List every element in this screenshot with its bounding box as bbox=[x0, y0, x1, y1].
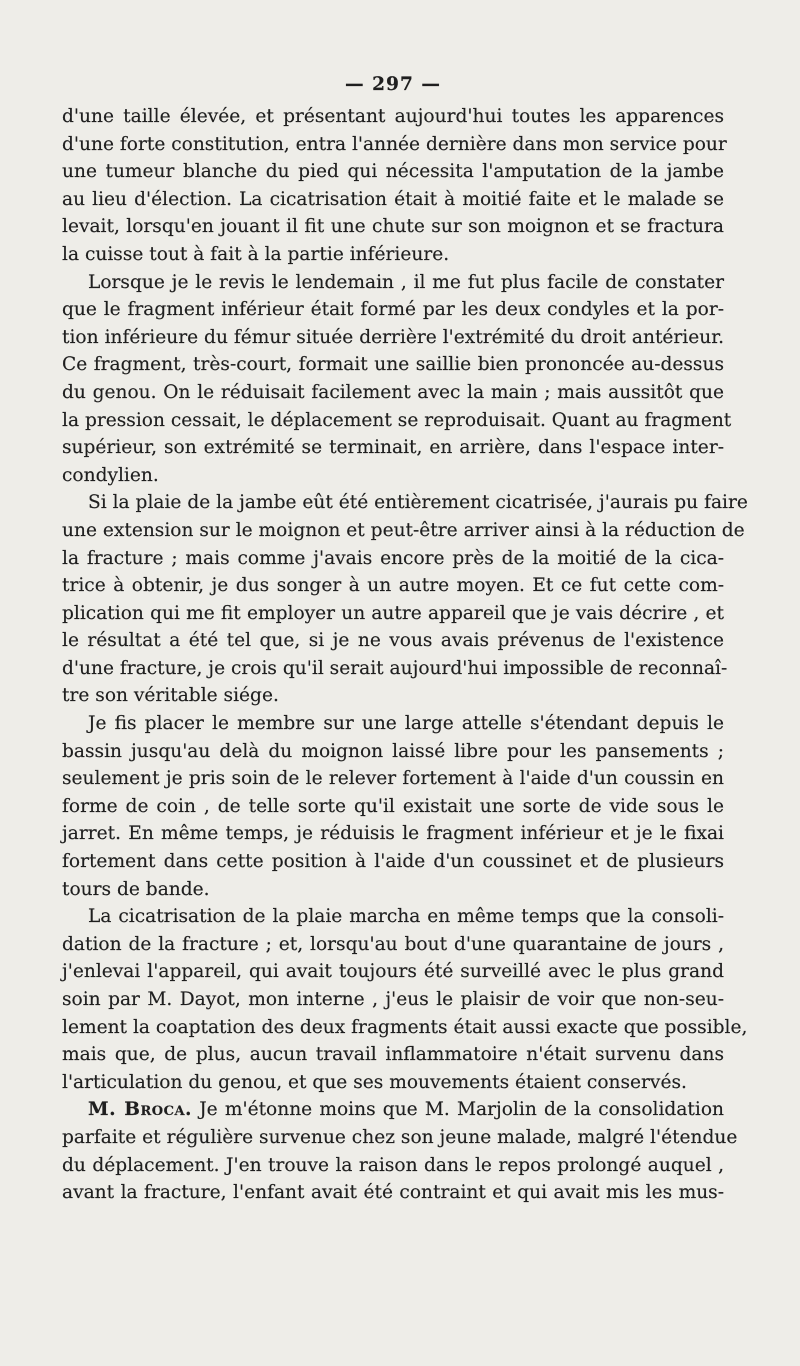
speaker-text: Je m'étonne moins que M. Marjolin de la consolidation bbox=[199, 1099, 724, 1121]
text-line: tours de bande. bbox=[62, 878, 210, 900]
text-line: tre son véritable siége. bbox=[62, 685, 279, 707]
text-line: tion inférieure du fémur située derrière l'extrémité du droit antérieur. bbox=[62, 326, 724, 348]
text-line: Lorsque je le revis le lendemain , il me fut plus facile de constater bbox=[88, 271, 724, 293]
text-line: j'enlevai l'appareil, qui avait toujours été surveillé avec le plus grand bbox=[62, 961, 724, 983]
text-line: d'une forte constitution, entra l'année dernière dans mon service pour bbox=[62, 133, 727, 155]
text-line: d'une fracture, je crois qu'il serait aujourd'hui impossible de reconnaî- bbox=[62, 657, 728, 679]
text-line: La cicatrisation de la plaie marcha en même temps que la consoli- bbox=[88, 906, 724, 928]
speaker-name: M. Broca. bbox=[88, 1099, 193, 1121]
text-line: l'articulation du genou, et que ses mouvements étaient conservés. bbox=[62, 1071, 687, 1093]
text-line: dation de la fracture ; et, lorsqu'au bout d'une quarantaine de jours , bbox=[62, 933, 724, 955]
text-line: Ce fragment, très-court, formait une saillie bien prononcée au-dessus bbox=[62, 354, 724, 376]
text-line: Je fis placer le membre sur une large attelle s'étendant depuis le bbox=[88, 713, 724, 735]
text-line: du genou. On le réduisait facilement avec la main ; mais aussitôt que bbox=[62, 381, 724, 403]
text-line: la fracture ; mais comme j'avais encore près de la moitié de la cica- bbox=[62, 547, 724, 569]
text-line: au lieu d'élection. La cicatrisation était à moitié faite et le malade se bbox=[62, 188, 724, 210]
text-line: d'une taille élevée, et présentant aujourd'hui toutes les apparences bbox=[62, 106, 724, 127]
text-line: parfaite et régulière survenue chez son jeune malade, malgré l'étendue bbox=[62, 1126, 738, 1148]
page-number: — 297 — bbox=[345, 74, 441, 95]
text-line: plication qui me fit employer un autre appareil que je vais décrire , et bbox=[62, 602, 724, 624]
text-line: soin par M. Dayot, mon interne , j'eus le plaisir de voir que non-seu- bbox=[62, 989, 724, 1010]
text-line: la pression cessait, le déplacement se reproduisait. Quant au fragment bbox=[62, 409, 732, 431]
text-line: la cuisse tout à fait à la partie inférieure. bbox=[62, 243, 450, 265]
text-line: fortement dans cette position à l'aide d'un coussinet et de plusieurs bbox=[62, 851, 724, 873]
text-line: bassin jusqu'au delà du moignon laissé libre pour les pansements ; bbox=[62, 740, 724, 762]
text-line: avant la fracture, l'enfant avait été contraint et qui avait mis les mus- bbox=[62, 1182, 724, 1204]
text-line bbox=[62, 1096, 724, 1124]
text-line: seulement je pris soin de le relever fortement à l'aide d'un coussin en bbox=[62, 768, 724, 790]
text-line: que le fragment inférieur était formé par les deux condyles et la por- bbox=[62, 299, 724, 321]
text-line: condylien. bbox=[62, 464, 159, 486]
text-line: lement la coaptation des deux fragments était aussi exacte que possible, bbox=[62, 1016, 748, 1038]
text-line: forme de coin , de telle sorte qu'il existait une sorte de vide sous le bbox=[62, 795, 724, 817]
text-line: trice à obtenir, je dus songer à un autre moyen. Et ce fut cette com- bbox=[62, 575, 724, 597]
text-line: jarret. En même temps, je réduisis le fragment inférieur et je le fixai bbox=[62, 823, 724, 845]
text-line: une tumeur blanche du pied qui nécessita l'amputation de la jambe bbox=[62, 161, 724, 183]
text-line: une extension sur le moignon et peut-être arriver ainsi à la réduction de bbox=[62, 519, 745, 541]
text-line: supérieur, son extrémité se terminait, en arrière, dans l'espace inter- bbox=[62, 437, 724, 459]
page-text bbox=[62, 70, 748, 1207]
text-line: du déplacement. J'en trouve la raison dans le repos prolongé auquel , bbox=[62, 1154, 724, 1176]
text-line: levait, lorsqu'en jouant il fit une chute sur son moignon et se fractura bbox=[62, 216, 724, 238]
text-line: mais que, de plus, aucun travail inflammatoire n'était survenu dans bbox=[62, 1044, 724, 1066]
text-line: le résultat a été tel que, si je ne vous avais prévenus de l'existence bbox=[62, 630, 724, 652]
text-line: Si la plaie de la jambe eût été entièrement cicatrisée, j'aurais pu faire bbox=[88, 492, 748, 514]
